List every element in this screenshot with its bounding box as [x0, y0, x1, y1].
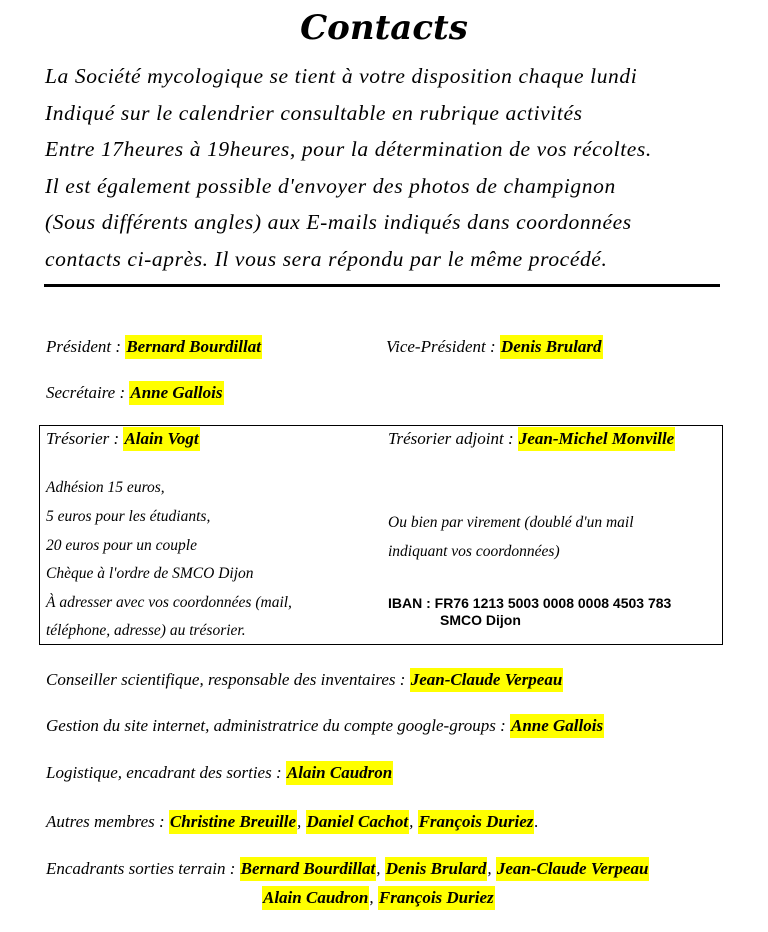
field-leaders-row — [46, 859, 649, 879]
logistics-label: Logistique, encadrant des sorties : — [46, 763, 286, 782]
leader-name: Jean-Claude Verpeau — [496, 857, 650, 881]
scientific-advisor-row — [46, 670, 563, 690]
treasurer-row — [46, 429, 200, 449]
logistics-row — [46, 763, 393, 783]
transfer-line: indiquant vos coordonnées) — [388, 543, 560, 560]
intro-line: La Société mycologique se tient à votre disposition chaque lundi — [45, 64, 638, 88]
intro-line: contacts ci-après. Il vous sera répondu par le même procédé. — [45, 246, 608, 271]
vice-president-label: Vice-Président : — [386, 337, 500, 356]
membership-line: 5 euros pour les étudiants, — [46, 508, 211, 525]
secretary-label: Secrétaire : — [46, 383, 130, 402]
logistics-name: Alain Caudron — [286, 761, 393, 785]
website-manager-name: Anne Gallois — [510, 714, 604, 738]
leader-name: Denis Brulard — [385, 857, 488, 881]
vice-president-name: Denis Brulard — [500, 335, 603, 359]
membership-line: Chèque à l'ordre de SMCO Dijon — [46, 565, 254, 582]
leader-name: Alain Caudron — [262, 886, 369, 910]
president-label: Président : — [46, 337, 126, 356]
iban-row — [388, 595, 671, 612]
vice-president-row — [386, 337, 603, 357]
website-manager-label: Gestion du site internet, administratrice du compte google-groups : — [46, 716, 510, 735]
iban-holder: SMCO Dijon — [440, 612, 521, 628]
membership-line: À adresser avec vos coordonnées (mail, — [46, 594, 292, 611]
page-title: Contacts — [300, 8, 468, 48]
secretary-name: Anne Gallois — [129, 381, 223, 405]
leader-name: Bernard Bourdillat — [240, 857, 377, 881]
intro-line: Il est également possible d'envoyer des photos de champignon — [45, 173, 616, 198]
deputy-treasurer-name: Jean-Michel Monville — [518, 427, 675, 451]
separator: , — [409, 812, 418, 831]
field-leaders-label: Encadrants sorties terrain : — [46, 859, 240, 878]
membership-line: Adhésion 15 euros, — [46, 479, 165, 496]
transfer-line: Ou bien par virement (doublé d'un mail — [388, 514, 634, 531]
separator: , — [369, 888, 378, 907]
separator: , — [487, 859, 496, 878]
intro-line: Indiqué sur le calendrier consultable en rubrique activités — [45, 100, 583, 125]
separator: , — [297, 812, 306, 831]
intro-paragraph — [45, 58, 735, 278]
membership-line: 20 euros pour un couple — [46, 537, 197, 554]
separator: , — [376, 859, 385, 878]
president-row — [46, 337, 262, 357]
website-manager-row — [46, 716, 604, 736]
member-name: Daniel Cachot — [306, 810, 410, 834]
secretary-row — [46, 383, 224, 403]
leader-name: François Duriez — [378, 886, 495, 910]
member-name: François Duriez — [418, 810, 535, 834]
membership-line: téléphone, adresse) au trésorier. — [46, 622, 246, 639]
section-divider — [44, 284, 720, 287]
field-leaders-row-continued — [262, 888, 495, 908]
iban-value: FR76 1213 5003 0008 0008 4503 783 — [434, 595, 672, 611]
member-name: Christine Breuille — [169, 810, 297, 834]
treasurer-label: Trésorier : — [46, 429, 124, 448]
treasurer-name: Alain Vogt — [123, 427, 199, 451]
intro-line: Entre 17heures à 19heures, pour la détermination de vos récoltes. — [45, 137, 652, 162]
treasury-box — [39, 425, 723, 645]
iban-label: IBAN : — [388, 595, 435, 611]
scientific-advisor-label: Conseiller scientifique, responsable des inventaires : — [46, 670, 410, 689]
end-punctuation: . — [534, 812, 539, 831]
other-members-label: Autres membres : — [46, 812, 169, 831]
deputy-treasurer-row — [388, 429, 675, 449]
intro-line: (Sous différents angles) aux E-mails indiqués dans coordonnées — [45, 210, 632, 235]
president-name: Bernard Bourdillat — [125, 335, 262, 359]
deputy-treasurer-label: Trésorier adjoint : — [388, 429, 518, 448]
scientific-advisor-name: Jean-Claude Verpeau — [410, 668, 564, 692]
other-members-row — [46, 812, 539, 832]
